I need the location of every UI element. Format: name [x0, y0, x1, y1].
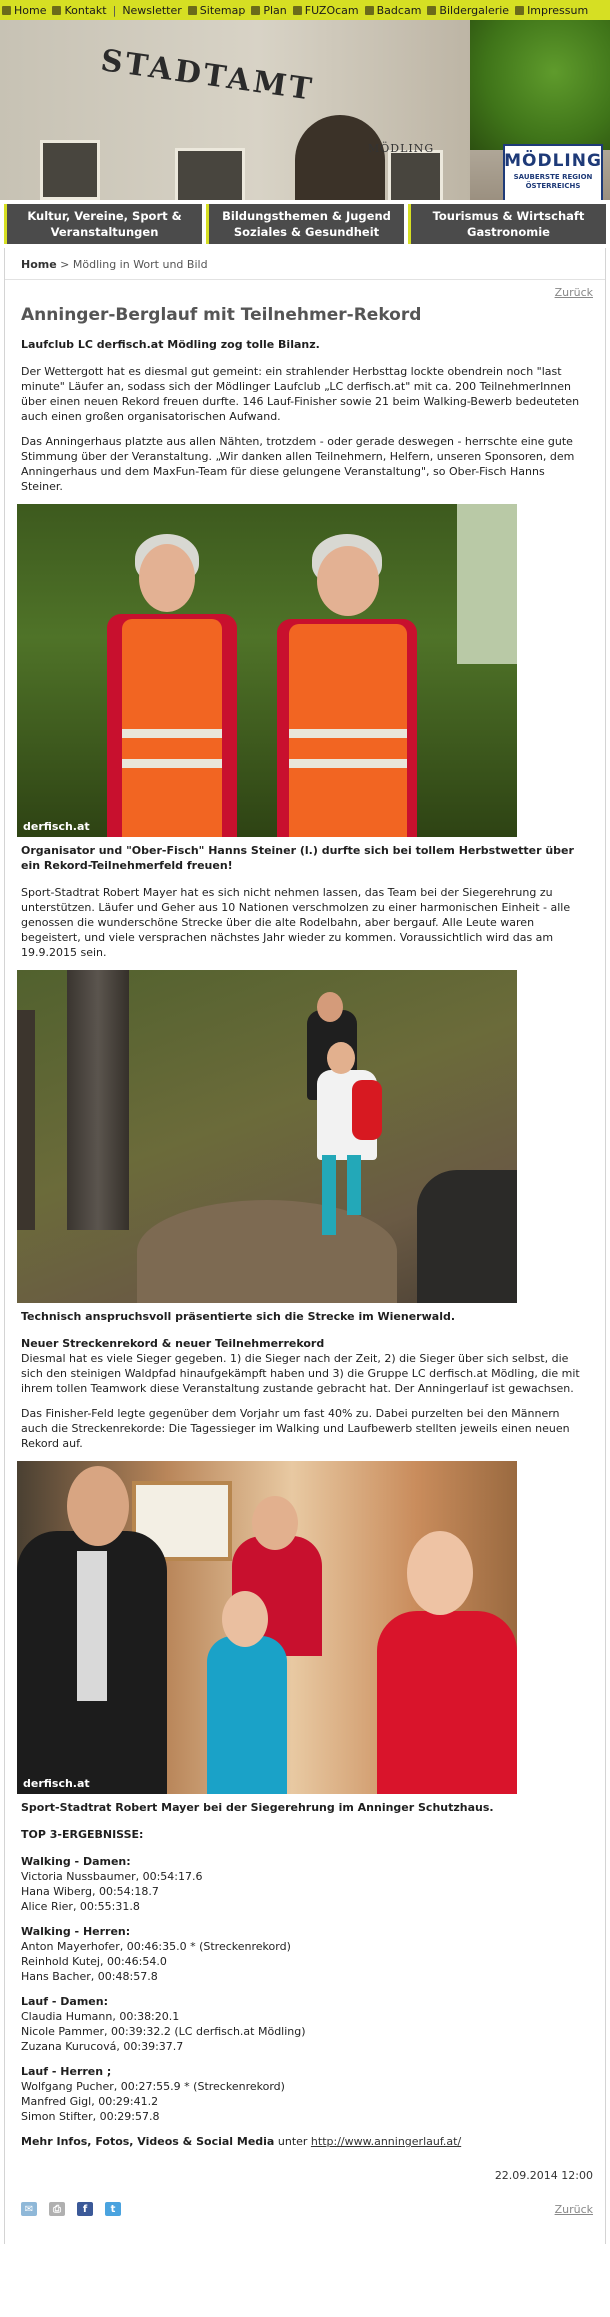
photo-award-ceremony[interactable]: [17, 1461, 517, 1794]
article-footer: [5, 2188, 605, 2228]
nav-kultur[interactable]: Kultur, Vereine, Sport & Veranstaltungen: [4, 204, 202, 244]
paragraph: Sport-Stadtrat Robert Mayer hat es sich nicht nehmen lassen, das Team bei der Siegerehrung zu unterstützen. Läufer und Geher aus 10 Nationen verschmolzen zu einer harmonischen Einheit - alle genossen die wunderschöne Strecke über die alte Rodelbahn, aber bergauf. Alle Leute waren begeistert, und viele versprachen nächstes Jahr wieder zu kommen. Voraussichtlich wird das am 19.9.2015 sein.: [21, 886, 571, 959]
results-walking-damen: Walking - Damen: Victoria Nussbaumer, 00:54:17.6 Hana Wiberg, 00:54:18.7 Alice Rier, 00:55:31.8: [21, 1855, 203, 1913]
photo-caption: Sport-Stadtrat Robert Mayer bei der Siegerehrung im Anninger Schutzhaus.: [21, 1801, 494, 1814]
back-link-bottom[interactable]: Zurück: [554, 2202, 593, 2216]
top-bar: Home Kontakt | Newsletter Sitemap Plan FUZOcam Badcam Bildergalerie Impressum: [0, 0, 610, 20]
article-body: [5, 337, 605, 494]
info-icon: [515, 6, 524, 15]
photo-credit: derfisch.at: [23, 820, 90, 833]
paragraph: Der Wettergott hat es diesmal gut gemeint: ein strahlender Herbsttag lockte obendrein noch "last minute" Läufer an, sodass sich der Mödlinger Laufclub „LC derfisch.at" mit ca. 200 TeilnehmerInnen über einen neuen Rekord freuen durfte. 146 Lauf-Finisher sowie 21 beim Walking-Bewerb bedeuteten auch einen großen organisatorischen Aufwand.: [21, 365, 580, 423]
building-window: [388, 150, 443, 200]
nav-tourismus[interactable]: Tourismus & Wirtschaft Gastronomie: [408, 204, 606, 244]
breadcrumb: Home > Mödling in Wort und Bild: [5, 248, 605, 280]
topbar-plan[interactable]: Plan: [251, 4, 286, 17]
anningerlauf-link[interactable]: http://www.anningerlauf.at/: [310, 2135, 462, 2148]
breadcrumb-current[interactable]: Mödling in Wort und Bild: [72, 258, 208, 271]
building-window: [40, 140, 100, 200]
map-icon: [251, 6, 260, 15]
section-heading: Neuer Streckenrekord & neuer Teilnehmerrekord: [21, 1337, 325, 1350]
paragraph: Diesmal hat es viele Sieger gegeben. 1) die Sieger nach der Zeit, 2) die Sieger über sich selbst, die sich den steinigen Waldpfad hinaufgekämpft haben und 3) die Gruppe LC derfisch.at Mödling, die mit ihrem tollen Teamwork diese Veranstaltung zustande gebracht hat. Der Anningerlauf ist gewachsen.: [21, 1352, 580, 1395]
building-door: [295, 115, 385, 200]
contact-icon: [52, 6, 61, 15]
article-lead: Laufclub LC derfisch.at Mödling zog tolle Bilanz.: [21, 338, 320, 351]
results-lauf-damen: Lauf - Damen: Claudia Humann, 00:38:20.1 Nicole Pammer, 00:39:32.2 (LC derfisch.at Mödling) Zuzana Kurucová, 00:39:37.7: [21, 1995, 306, 2053]
mail-icon[interactable]: ✉: [21, 2202, 37, 2216]
person-face: [317, 546, 379, 616]
paragraph: Das Finisher-Feld legte gegenüber dem Vorjahr um fast 40% zu. Dabei purzelten bei den Männern auch die Streckenrekorde: Die Tagessieger im Walking und Laufbewerb stellten jeweils einen neuen Rekord auf.: [21, 1407, 570, 1450]
publish-date: 22.09.2014 12:00: [494, 2169, 593, 2182]
topbar-sitemap[interactable]: Sitemap: [188, 4, 246, 17]
paragraph: Das Anningerhaus platzte aus allen Nähten, trotzdem - oder gerade deswegen - herrschte eine gute Stimmung über der Veranstaltung. „Wir danken allen Teilnehmern, Helfern, unseren Sponsoren, dem Anningerhaus und dem MaxFun-Team für diese gelungene Veranstaltung", so Ober-Fisch Hanns Steiner.: [21, 435, 575, 493]
back-link-top[interactable]: Zurück: [554, 286, 593, 299]
camera-icon: [365, 6, 374, 15]
building-window: [175, 148, 245, 200]
site-logo[interactable]: MÖDLING SAUBERSTE REGION ÖSTERREICHS: [503, 144, 603, 200]
person-face: [139, 544, 195, 612]
more-info: Mehr Infos, Fotos, Videos & Social Media unter http://www.anningerlauf.at/: [21, 2135, 462, 2148]
content-frame: [4, 248, 606, 2244]
main-nav: [0, 200, 610, 248]
topbar-newsletter[interactable]: Newsletter: [122, 3, 182, 17]
twitter-icon[interactable]: t: [105, 2202, 121, 2216]
photo-credit: derfisch.at: [23, 1777, 90, 1790]
results-heading: TOP 3-ERGEBNISSE:: [21, 1828, 144, 1841]
sitemap-icon: [188, 6, 197, 15]
header-banner: [0, 20, 610, 200]
facebook-icon[interactable]: f: [77, 2202, 93, 2216]
topbar-kontakt[interactable]: Kontakt: [52, 4, 106, 17]
photo-caption: Technisch anspruchsvoll präsentierte sich die Strecke im Wienerwald.: [21, 1310, 456, 1323]
gallery-icon: [427, 6, 436, 15]
door-sign: MÖDLING: [368, 142, 435, 155]
topbar-badcam[interactable]: Badcam: [365, 4, 422, 17]
results-lauf-herren: Lauf - Herren ; Wolfgang Pucher, 00:27:55.9 * (Streckenrekord) Manfred Gigl, 00:29:41.2 Simon Stifter, 00:29:57.8: [21, 2065, 285, 2123]
building-sign: STADTAMT: [98, 43, 317, 108]
topbar-fuzocam[interactable]: FUZOcam: [293, 4, 359, 17]
topbar-bildergalerie[interactable]: Bildergalerie: [427, 4, 509, 17]
camera-icon: [293, 6, 302, 15]
tree: [470, 20, 610, 150]
topbar-impressum[interactable]: Impressum: [515, 4, 588, 17]
home-icon: [2, 6, 11, 15]
print-icon[interactable]: ⎙: [49, 2202, 65, 2216]
nav-bildung[interactable]: Bildungsthemen & Jugend Soziales & Gesundheit: [206, 204, 404, 244]
breadcrumb-home[interactable]: Home: [21, 258, 57, 271]
photo-caption: Organisator und "Ober-Fisch" Hanns Steiner (l.) durfte sich bei tollem Herbstwetter über ein Rekord-Teilnehmerfeld freuen!: [21, 844, 574, 872]
topbar-home[interactable]: Home: [2, 4, 46, 17]
photo-trail-runners[interactable]: [17, 970, 517, 1303]
photo-organizers[interactable]: [17, 504, 517, 837]
article-title: Anninger-Berglauf mit Teilnehmer-Rekord: [21, 305, 422, 325]
share-icons: [21, 2202, 121, 2216]
results-walking-herren: Walking - Herren: Anton Mayerhofer, 00:46:35.0 * (Streckenrekord) Reinhold Kutej, 00:46:54.0 Hans Bacher, 00:48:57.8: [21, 1925, 291, 1983]
